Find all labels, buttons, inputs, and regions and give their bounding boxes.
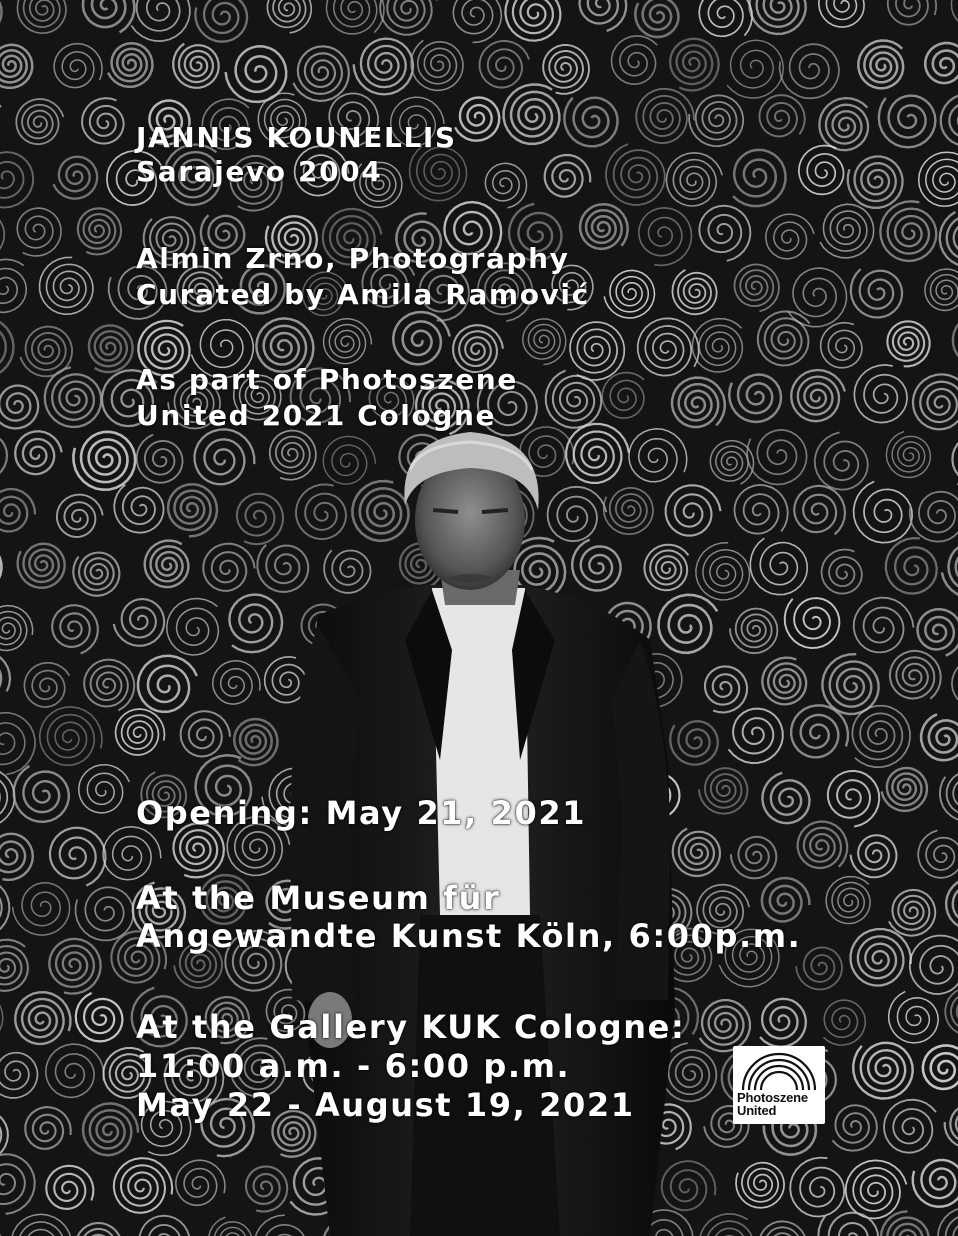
museum-block <box>136 879 801 955</box>
gallery-line-1: At the Gallery KUK Cologne: <box>136 1008 686 1046</box>
festival-line-1: As part of Photoszene <box>136 363 518 396</box>
opening-date: Opening: May 21, 2021 <box>136 794 587 832</box>
work-title: Sarajevo 2004 <box>136 155 383 188</box>
logo-line-2: United <box>737 1103 777 1118</box>
photoszene-united-logo <box>733 1046 825 1124</box>
title-block <box>136 121 457 189</box>
museum-line-1: At the Museum für <box>136 879 501 917</box>
artist-name: JANNIS KOUNELLIS <box>136 121 457 154</box>
festival-block <box>136 362 518 434</box>
gallery-block <box>136 1008 685 1125</box>
museum-line-2: Angewandte Kunst Köln, 6:00p.m. <box>136 917 802 955</box>
festival-line-2: United 2021 Cologne <box>136 399 497 432</box>
logo-line-1: Photoszene <box>737 1090 808 1105</box>
rainbow-arcs-icon <box>739 1050 819 1090</box>
photographer-credit: Almin Zrno, Photography <box>136 242 570 275</box>
credits-block <box>136 241 590 313</box>
gallery-dates: May 22 - August 19, 2021 <box>136 1086 635 1124</box>
gallery-hours: 11:00 a.m. - 6:00 p.m. <box>136 1047 571 1085</box>
logo-wordmark <box>737 1091 808 1117</box>
opening-block <box>136 795 586 831</box>
curator-credit: Curated by Amila Ramović <box>136 278 590 311</box>
